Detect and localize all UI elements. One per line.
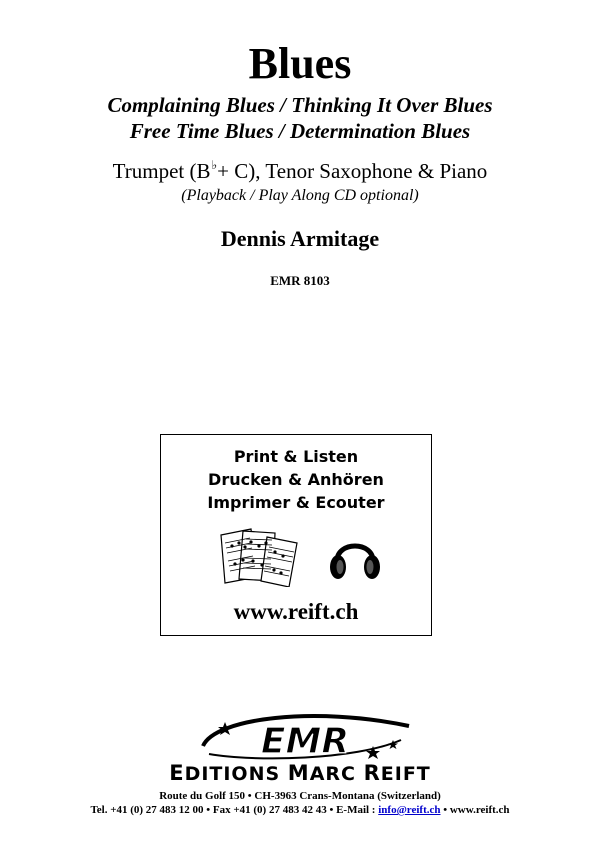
publisher-word-3: EIFT (380, 763, 431, 785)
website-url[interactable]: www.reift.ch (233, 599, 359, 624)
publisher-initial-e: E (169, 761, 185, 785)
publisher-address: Route du Golf 150 • CH-3963 Crans-Montana (Switzerland) (159, 790, 441, 802)
composer-name: Dennis Armitage (220, 226, 380, 251)
page-title: Blues (248, 39, 352, 88)
instrumentation-after: + C), Tenor Saxophone & Piano (217, 159, 488, 183)
promo-line-french: Imprimer & Ecouter (207, 493, 385, 512)
sheet-music-icon (217, 527, 301, 587)
publisher-initial-r: R (363, 761, 381, 785)
instrumentation-before: Trumpet (B (112, 159, 211, 183)
promo-line-german: Drucken & Anhören (208, 470, 384, 489)
emr-logo (195, 710, 415, 762)
subtitle-line-1: Complaining Blues / Thinking It Over Blues (107, 93, 493, 117)
publisher-contact (0, 803, 600, 817)
headphones-icon (327, 531, 383, 583)
print-listen-box (160, 434, 432, 636)
publisher-word-1: DITIONS (184, 763, 288, 785)
instrumentation (0, 158, 600, 187)
logo-mark: EMR (260, 721, 350, 762)
subtitle-line-2: Free Time Blues / Determination Blues (129, 119, 471, 143)
publisher-initial-m: M (287, 761, 310, 785)
playback-note: (Playback / Play Along CD optional) (181, 187, 419, 204)
contact-website[interactable]: • www.reift.ch (440, 804, 510, 816)
promo-line-english: Print & Listen (233, 447, 359, 466)
contact-phone-fax: Tel. +41 (0) 27 483 12 00 • Fax +41 (0) 27 483 42 43 • E-Mail : (90, 804, 379, 816)
email-link[interactable]: info@reift.ch (378, 804, 441, 816)
publisher-word-2: ARC (309, 763, 364, 785)
publisher-name (0, 762, 600, 785)
flat-symbol: ♭ (211, 158, 218, 172)
catalog-code: EMR 8103 (270, 273, 330, 288)
